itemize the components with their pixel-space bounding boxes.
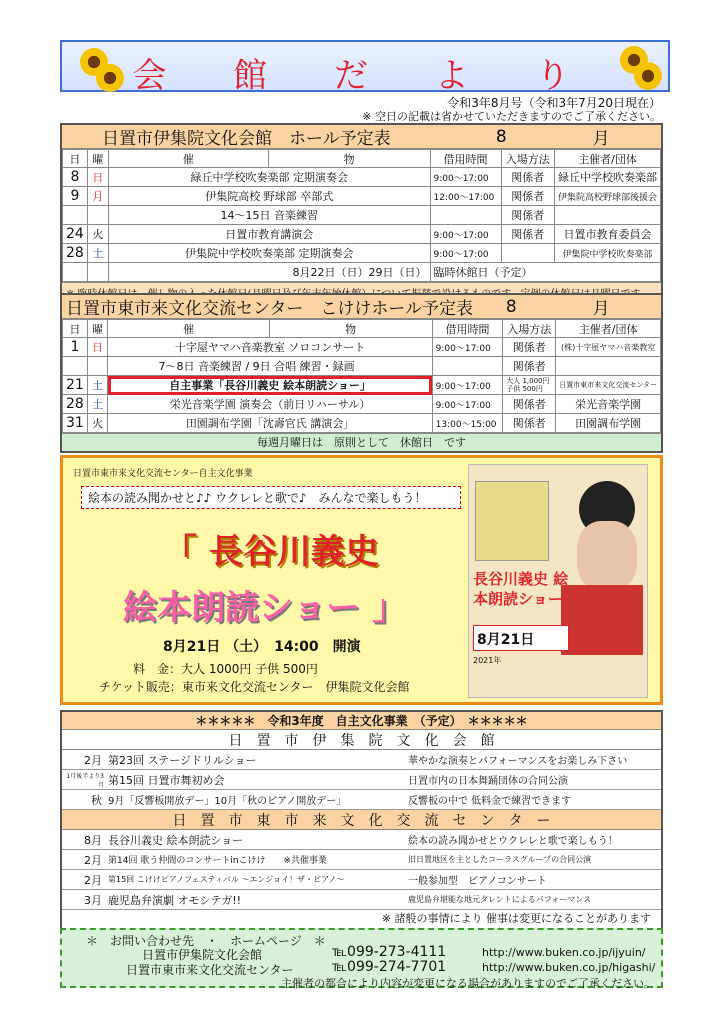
table-row: 24 火 日置市教育講演会 9:00〜17:00 関係者 日置市教育委員会: [63, 225, 661, 244]
event-poster-image: [468, 464, 648, 698]
closure-note: 毎週月曜日は 原則として 休館日 です: [62, 433, 661, 451]
list-item: 2月 第14回 歌う仲間のコンサートinこけけ ※共催事業 旧日置地区を主としたコーラスグループの合同公演: [62, 850, 661, 870]
ijuin-hall-schedule: [60, 123, 663, 301]
list-item: 2月 第23回 ステージドリルショー 華やかな演奏とパフォーマンスをお楽しみ下さい: [62, 750, 661, 770]
table-row: 7〜8日 音楽練習 / 9日 合唱 練習・録画 関係者: [63, 357, 661, 376]
schedule-heading: ＊＊＊＊＊ 令和3年度 自主文化事業 （予定） ＊＊＊＊＊: [62, 712, 661, 730]
contact-heading: ＊ お問い合わせ先 ・ ホームページ ＊: [86, 934, 326, 948]
section-header: 日置市東市来文化交流センター こけけホール予定表 8 月: [62, 295, 661, 319]
higashi-hall-schedule: [60, 293, 663, 453]
schedule-table: [62, 149, 661, 282]
table-row: 31 火 田園調布学園「沈壽官氏 講演会」 13:00〜15:00 関係者 田園調布学園: [63, 414, 661, 433]
table-header: 日 曜 催 物 借用時間 入場方法 主催者/団体: [63, 150, 661, 168]
ijuin-phone: ℡099-273-4111: [332, 944, 447, 960]
list-item: 1月後半より3月 第15回 日置市舞初め会 日置市内の日本舞踊団体の合同公演: [62, 770, 661, 790]
list-item: 8月 長谷川義史 絵本朗読ショー 絵本の読み聞かせとウクレレと歌で楽しもう！: [62, 830, 661, 850]
performer-shirt: [561, 585, 643, 655]
notice-line: ※ 空日の記載は省かせていただきますのでご了承ください。: [362, 110, 661, 123]
annual-schedule: [60, 710, 663, 930]
event-fee: 料 金：大人 1000円 子供 500円: [133, 662, 318, 676]
ijuin-url[interactable]: http://www.buken.co.jp/ijyuin/: [482, 946, 646, 959]
event-tagline: 絵本の読み聞かせと♪♪ ウクレレと歌で♪ みんなで楽しもう！: [81, 486, 461, 509]
title-banner: [60, 40, 670, 96]
ijuin-title: 日 置 市 伊 集 院 文 化 会 館: [62, 730, 661, 750]
ijuin-name: 日置市伊集院文化会館: [142, 948, 263, 962]
event-ticket: チケット販売：東市来文化交流センター 伊集院文化会館: [99, 680, 410, 694]
picture-book-cover: [475, 481, 549, 561]
event-organizer: 日置市東市来文化交流センター自主文化事業: [73, 469, 253, 479]
poster-date: 8月21日: [473, 625, 569, 651]
higashi-title: 日 置 市 東 市 来 文 化 交 流 セ ン タ ー: [62, 810, 661, 830]
contact-footer: 主催者の都合により内容が変更になる場合がありますのでご了承ください。: [281, 977, 655, 990]
event-title-line2: 絵本朗読ショー 」: [123, 588, 407, 628]
table-row: 1 日 十字屋ヤマハ音楽教室 ソロコンサート 9:00〜17:00 関係者 (株)十字屋ヤマハ音楽教室: [63, 338, 661, 357]
sunflower-icon: [96, 64, 124, 92]
higashi-phone: ℡099-274-7701: [332, 959, 447, 975]
featured-event-row: 自主事業「長谷川義史 絵本朗読ショー」: [108, 376, 432, 395]
contact-box: [60, 928, 663, 988]
event-date: 8月21日 （土） 14:00 開演: [163, 639, 361, 655]
poster-title: 長谷川義史 絵本朗読ショー: [473, 570, 569, 608]
higashi-url[interactable]: http://www.buken.co.jp/higashi/: [482, 961, 656, 974]
list-item: 秋 9月「反響板開放デー」10月「秋のピアノ開放デー」 反響板の中で 低料金で練習できます: [62, 790, 661, 810]
list-item: 3月 鹿児島弁演劇 オモシテガ!! 鹿児島弁堪能な地元タレントによるパフォーマンス: [62, 890, 661, 910]
event-title-line1: 「 長谷川義史: [163, 532, 379, 572]
table-row: 8 日 緑丘中学校吹奏楽部 定期演奏会 9:00〜17:00 関係者 緑丘中学校吹奏楽部: [63, 168, 661, 187]
table-row: 21 土 自主事業「長谷川義史 絵本朗読ショー」 9:00〜17:00 大人 1,000円 子供 500円 日置市東市来文化交流センター: [63, 376, 661, 395]
issue-date: 令和3年8月号（令和3年7月20日現在）: [447, 96, 661, 110]
higashi-name: 日置市東市来文化交流センター: [126, 963, 294, 977]
section-header: 日置市伊集院文化会館 ホール予定表 8 月: [62, 125, 661, 149]
event-promo: [60, 455, 663, 705]
poster-year: 2021年: [473, 656, 502, 665]
sunflower-icon: [634, 62, 662, 90]
performer-photo: [577, 521, 637, 591]
table-row: 14〜15日 音楽練習 関係者: [63, 206, 661, 225]
schedule-table: [62, 319, 661, 433]
list-item: 2月 第15回 こけけピアノフェスティバル 〜エンジョイ！ザ・ピアノ〜 一般参加型 ピアノコンサート: [62, 870, 661, 890]
schedule-footnote: ※ 諸般の事情により 催事は変更になることがあります: [381, 912, 651, 925]
table-row: 8月22日（日）29日（日） 臨時休館日（予定）: [63, 263, 661, 282]
page-title: 会 館 だ よ り: [132, 56, 598, 96]
table-header: 日 曜 催 物 借用時間 入場方法 主催者/団体: [63, 320, 661, 338]
table-row: 9 月 伊集院高校 野球部 卒部式 12:00〜17:00 関係者 伊集院高校野球部後援会: [63, 187, 661, 206]
table-row: 28 土 伊集院中学校吹奏楽部 定期演奏会 9:00〜17:00 伊集院中学校吹奏楽部: [63, 244, 661, 263]
table-row: 28 土 栄光音楽学園 演奏会（前日リハーサル） 9:00〜17:00 関係者 栄光音楽学園: [63, 395, 661, 414]
